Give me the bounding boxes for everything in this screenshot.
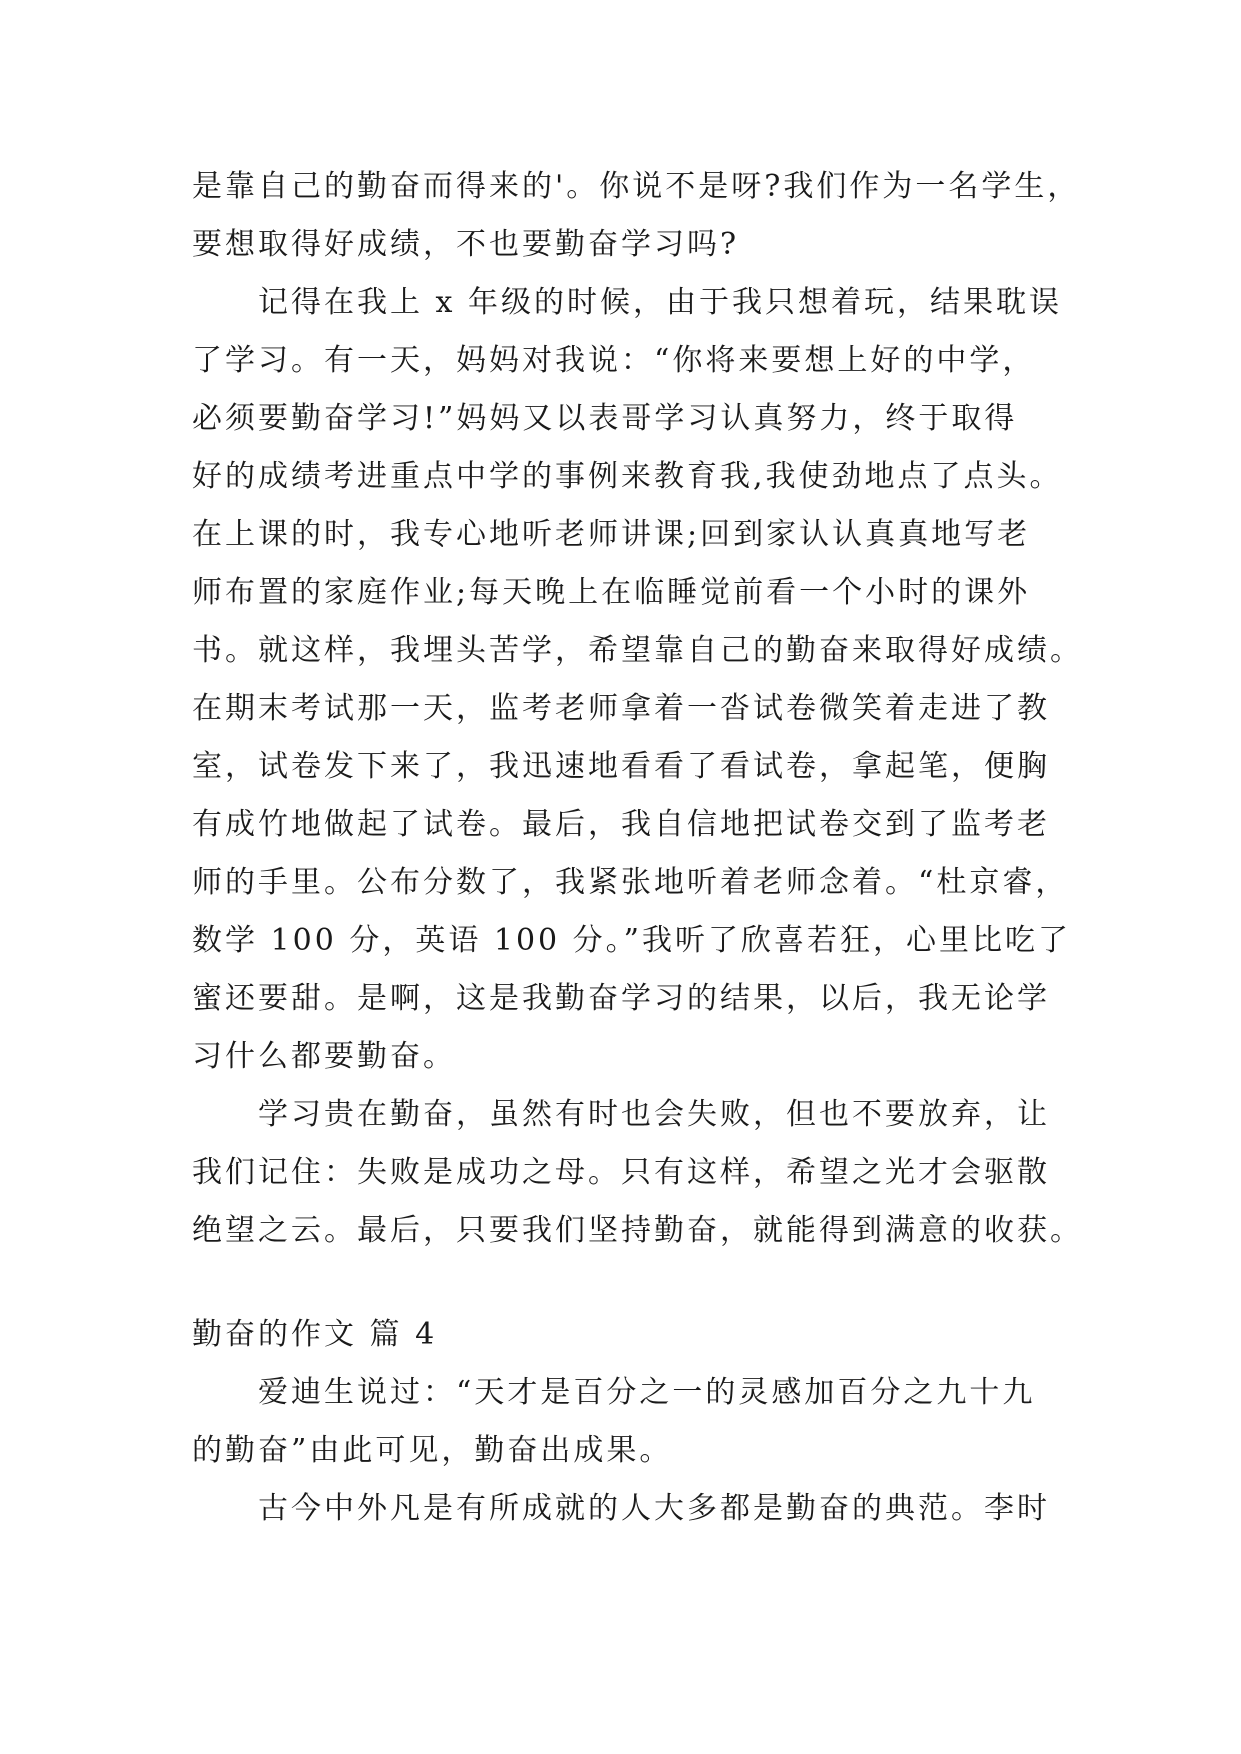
paragraph-first-line: 学习贵在勤奋，虽然有时也会失败，但也不要放弃，让 (258, 1097, 1050, 1132)
paragraph-first-line: 记得在我上 x 年级的时候，由于我只想着玩，结果耽误 (258, 285, 1062, 320)
paragraph-line: 师的手里。公布分数了，我紧张地听着老师念着。“杜京睿， (192, 865, 1069, 900)
paragraph-first-line: 古今中外凡是有所成就的人大多都是勤奋的典范。李时 (258, 1491, 1050, 1526)
paragraph-line: 蜜还要甜。是啊，这是我勤奋学习的结果，以后，我无论学 (192, 981, 1050, 1016)
paragraph-line: 有成竹地做起了试卷。最后，我自信地把试卷交到了监考老 (192, 807, 1050, 842)
paragraph-line: 必须要勤奋学习!”妈妈又以表哥学习认真努力，终于取得 (192, 401, 1018, 436)
paragraph-line: 习什么都要勤奋。 (192, 1039, 456, 1074)
paragraph-line: 师布置的家庭作业;每天晚上在临睡觉前看一个小时的课外 (192, 575, 1031, 610)
paragraph-line: 在期末考试那一天，监考老师拿着一沓试卷微笑着走进了教 (192, 691, 1050, 726)
section-heading: 勤奋的作文 篇 4 (192, 1317, 438, 1352)
paragraph-line: 绝望之云。最后，只要我们坚持勤奋，就能得到满意的收获。 (192, 1213, 1083, 1248)
paragraph-line: 我们记住：失败是成功之母。只有这样，希望之光才会驱散 (192, 1155, 1050, 1190)
paragraph-line: 书。就这样，我埋头苦学，希望靠自己的勤奋来取得好成绩。 (192, 633, 1083, 668)
paragraph-line: 是靠自己的勤奋而得来的'。你说不是呀?我们作为一名学生， (192, 169, 1081, 204)
paragraph-line: 了学习。有一天，妈妈对我说：“你将来要想上好的中学， (192, 343, 1036, 378)
paragraph-line: 数学 100 分，英语 100 分。”我听了欣喜若狂，心里比吃了 (192, 923, 1072, 958)
paragraph-line: 室，试卷发下来了，我迅速地看看了看试卷，拿起笔，便胸 (192, 749, 1050, 784)
paragraph-line: 在上课的时，我专心地听老师讲课;回到家认认真真地写老 (192, 517, 1031, 552)
paragraph-first-line: 爱迪生说过：“天才是百分之一的灵感加百分之九十九 (258, 1375, 1036, 1410)
paragraph-line: 要想取得好成绩，不也要勤奋学习吗? (192, 227, 740, 262)
paragraph-line: 的勤奋”由此可见，勤奋出成果。 (192, 1433, 673, 1468)
paragraph-line: 好的成绩考进重点中学的事例来教育我,我使劲地点了点头。 (192, 459, 1063, 494)
